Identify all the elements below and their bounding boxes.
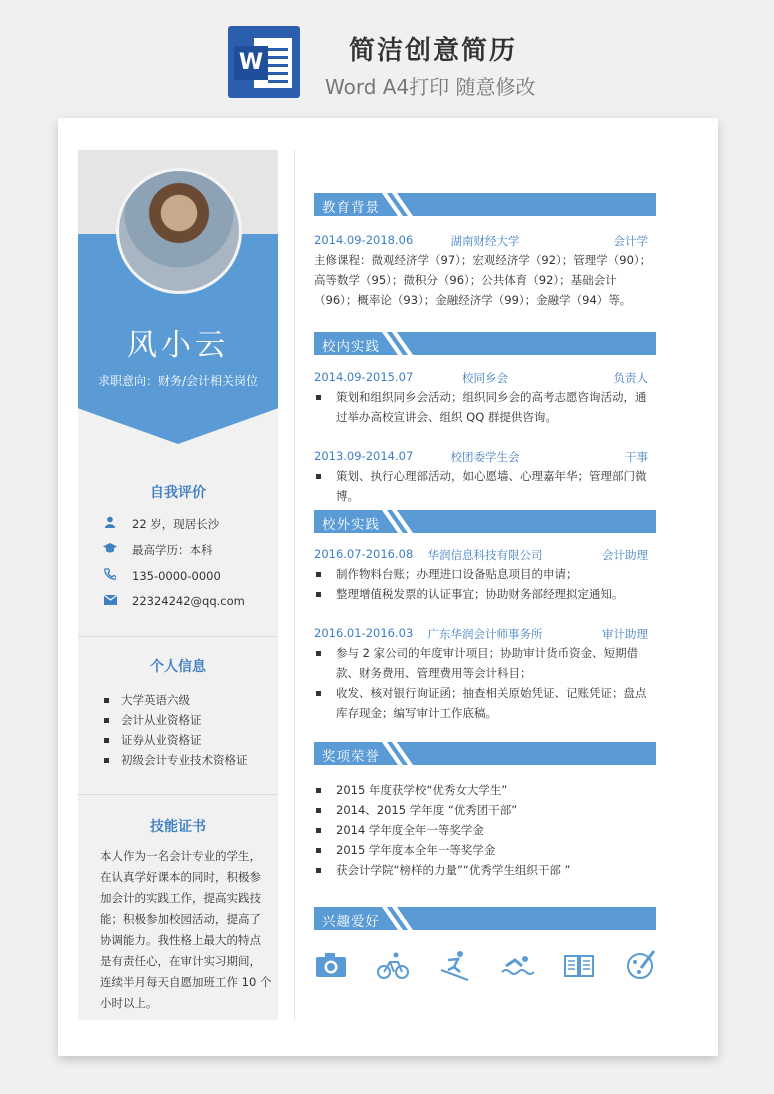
list-item: 2015 学年度本全年一等奖学金 — [314, 840, 656, 860]
list-item: 2014、2015 学年度 “优秀团干部” — [314, 800, 656, 820]
campus-entry-1-row: 2014.09-2015.07 校同乡会 负责人 — [314, 370, 648, 385]
list-item: 获会计学院“榜样的力量”“优秀学生组织干部 ” — [314, 860, 656, 880]
list-item: 制作物料台账；办理进口设备贴息项目的申请； — [314, 564, 656, 584]
resume-page — [58, 118, 718, 1056]
logo-letter: W — [234, 46, 268, 80]
campus-entry-2-list — [314, 466, 656, 506]
avatar — [116, 168, 242, 294]
list-item: 会计从业资格证 — [104, 710, 248, 730]
list-item: 收发、核对银行询证函；抽查相关原始凭证、记账凭证；盘点库存现金；编写审计工作底稿。 — [314, 683, 656, 723]
list-item: 2014 学年度全年一等奖学金 — [314, 820, 656, 840]
header-title: 简洁创意简历 — [349, 36, 518, 66]
person-icon — [102, 516, 118, 531]
list-item: 初级会计专业技术资格证 — [104, 750, 248, 770]
campus-entry-1-list — [314, 387, 656, 427]
list-item: 2015 年度获学校“优秀女大学生” — [314, 780, 656, 800]
job-intent: 求职意向：财务/会计相关岗位 — [97, 374, 259, 388]
section-header-hobbies: 兴趣爱好 — [314, 907, 656, 930]
section-header-campus: 校内实践 — [314, 332, 656, 355]
personal-info-title: 个人信息 — [150, 659, 206, 675]
contact-age: 22 岁，现居长沙 — [102, 516, 219, 532]
word-icon — [228, 26, 300, 98]
contact-phone: 135-0000-0000 — [102, 568, 221, 583]
header-subtitle: Word A4打印 随意修改 — [325, 75, 536, 99]
mail-icon — [102, 594, 118, 608]
awards-list — [314, 780, 656, 880]
list-item: 整理增值税发票的认证事宜；协助财务部经理拟定通知。 — [314, 584, 656, 604]
list-item: 策划、执行心理部活动，如心愿墙、心理嘉年华；管理部门微博。 — [314, 466, 656, 506]
education-row: 2014.09-2018.06 湖南财经大学 会计学 — [314, 233, 648, 248]
swimming-icon — [500, 948, 534, 982]
divider — [78, 794, 278, 795]
section-header-education: 教育背景 — [314, 193, 656, 216]
book-icon — [562, 948, 596, 982]
contact-email: 22324242@qq.com — [102, 594, 245, 608]
external-entry-2-list — [314, 643, 656, 723]
graduation-cap-icon — [102, 542, 118, 557]
skiing-icon — [438, 948, 472, 982]
document-header — [0, 0, 774, 110]
left-sidebar — [78, 150, 278, 1020]
column-divider — [294, 150, 295, 1020]
phone-icon — [102, 568, 118, 583]
camera-icon — [314, 948, 348, 982]
courses-text: 主修课程：微观经济学（97）；宏观经济学（92）；管理学（90）；高等数学（95）；微积分（96）；公共体育（92）；基础会计（96）；概率论（93）；金融经济学（99）；金融学（94）等。 — [314, 253, 652, 307]
external-entry-2-row: 2016.01-2016.03 广东华润会计师事务所 审计助理 — [314, 626, 648, 641]
painting-icon — [624, 948, 658, 982]
skills-title: 技能证书 — [150, 819, 206, 835]
contact-education: 最高学历：本科 — [102, 542, 213, 558]
external-entry-1-row: 2016.07-2016.08 华润信息科技有限公司 会计助理 — [314, 547, 648, 562]
section-header-awards: 奖项荣誉 — [314, 742, 656, 765]
cert-list — [104, 690, 248, 770]
section-header-external: 校外实践 — [314, 510, 656, 533]
external-entry-1-list — [314, 564, 656, 604]
divider — [78, 636, 278, 637]
campus-entry-2-row: 2013.09-2014.07 校团委学生会 干事 — [314, 449, 648, 464]
cycling-icon — [376, 948, 410, 982]
list-item: 策划和组织同乡会活动；组织同乡会的高考志愿咨询活动，通过举办高校宣讲会、组织 QQ 群提供咨询。 — [314, 387, 656, 427]
hobby-icons — [314, 948, 656, 982]
skills-paragraph: 本人作为一名会计专业的学生，在认真学好课本的同时，积极参加会计的实践工作，提高实践技能；积极参加校园活动，提高了协调能力。我性格上最大的特点是有责任心，在审计实习期间，连续半月每天自愿加班工作 10 个小时以上。 — [100, 849, 272, 1010]
list-item: 证券从业资格证 — [104, 730, 248, 750]
candidate-name: 风小云 — [127, 328, 229, 363]
list-item: 大学英语六级 — [104, 690, 248, 710]
list-item: 参与 2 家公司的年度审计项目；协助审计货币资金、短期借款、财务费用、管理费用等会计科目； — [314, 643, 656, 683]
self-eval-title: 自我评价 — [150, 485, 206, 501]
